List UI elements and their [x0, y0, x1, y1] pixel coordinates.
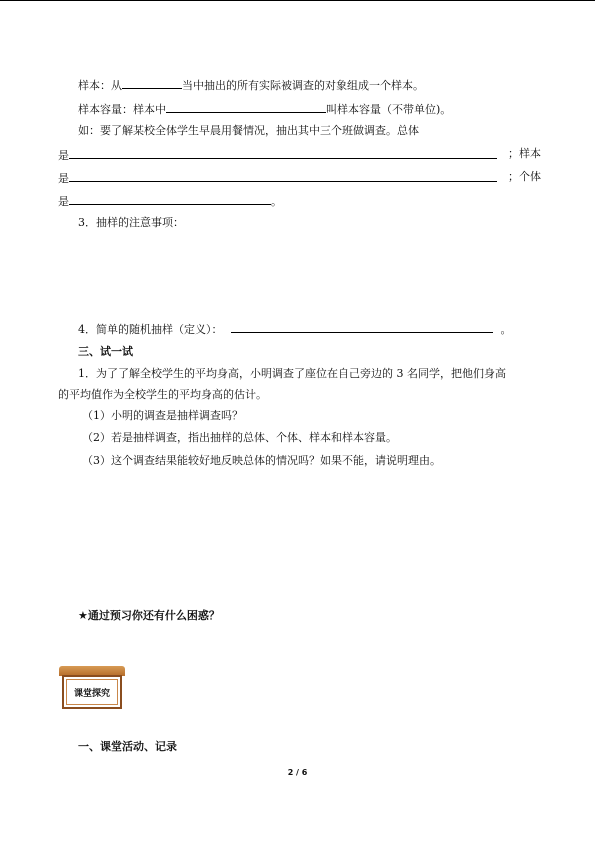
fill-sample-suffix: ；个体 — [508, 170, 541, 183]
example-line: 如：要了解某校全体学生早晨用餐情况，抽出其中三个班做调查。总体 — [78, 124, 419, 137]
fill-sample-prefix: 是 — [58, 172, 69, 185]
fill-population-prefix: 是 — [58, 149, 69, 162]
population-blank[interactable] — [69, 147, 497, 159]
random-sampling-blank[interactable] — [231, 321, 493, 333]
fill-individual-suffix: 。 — [271, 195, 282, 208]
question-1-line-2: 的平均值作为全校学生的平均身高的估计。 — [58, 388, 267, 401]
top-rule — [0, 0, 595, 1]
sampling-notes-heading: 3．抽样的注意事项： — [78, 216, 184, 229]
random-sampling-definition-line — [78, 321, 512, 337]
sample-size-line — [78, 101, 451, 117]
sample-size-text-start: 样本容量：样本中 — [78, 103, 166, 116]
sample-definition-line — [78, 77, 424, 93]
sample-text-start: 样本：从 — [78, 79, 122, 92]
sample-size-text-end: 叫样本容量（不带单位)。 — [326, 103, 452, 116]
random-sampling-text: 4．简单的随机抽样（定义）： — [78, 323, 223, 336]
sample-answer-blank[interactable] — [69, 170, 497, 182]
badge-label-box — [62, 675, 122, 709]
confusion-prompt: ★通过预习你还有什么困惑？ — [78, 609, 220, 622]
question-1-line-1: 1．为了了解全校学生的平均身高，小明调查了座位在自己旁边的 3 名同学，把他们身高 — [78, 367, 506, 380]
question-1-part-3: （3）这个调查结果能较好地反映总体的情况吗？如果不能，请说明理由。 — [82, 454, 441, 467]
fill-population-line — [58, 147, 497, 163]
question-1-part-1: （1）小明的调查是抽样调查吗？ — [82, 409, 243, 422]
question-1-part-2: （2）若是抽样调查，指出抽样的总体、个体、样本和样本容量。 — [82, 431, 397, 444]
section-try-heading: 三、试一试 — [78, 345, 133, 358]
random-sampling-end: 。 — [500, 323, 512, 336]
classroom-inquiry-badge — [59, 666, 125, 710]
fill-sample-line — [58, 170, 497, 186]
page-number: 2 / 6 — [287, 768, 308, 777]
badge-label: 课堂探究 — [73, 688, 110, 699]
fill-individual-line — [58, 193, 282, 209]
section-activity-heading: 一、课堂活动、记录 — [78, 740, 177, 753]
sample-text-end: 当中抽出的所有实际被调查的对象组成一个样本。 — [182, 79, 424, 92]
sample-size-blank[interactable] — [166, 101, 326, 113]
fill-population-suffix: ；样本 — [508, 147, 541, 160]
individual-blank[interactable] — [69, 193, 271, 205]
fill-individual-prefix: 是 — [58, 195, 69, 208]
sample-blank[interactable] — [122, 77, 182, 89]
